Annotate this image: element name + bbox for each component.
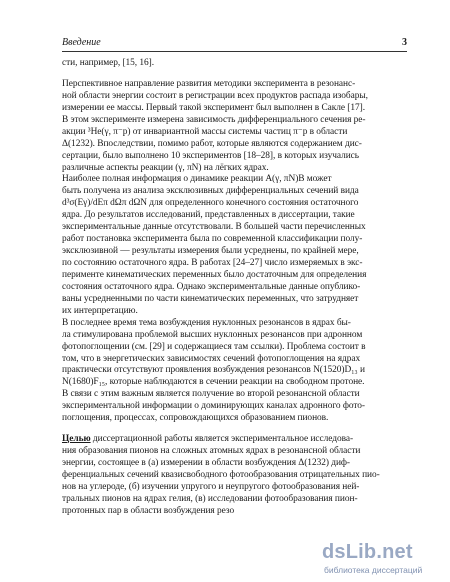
text-line: ференциальных сечений квазисвободного фотообразования отрицательных пио-: [62, 469, 380, 480]
paragraph-gap: [62, 70, 407, 79]
text-line: поглощения, процессах, сопровождающихся образованием пионов.: [62, 413, 329, 424]
text-line: различные аспекты реакции (γ, πN) на лёгких ядрах.: [62, 162, 269, 173]
text-line: В последнее время тема возбуждения нуклонных резонансов в ядрах бы-: [62, 317, 351, 328]
text-line: протонных пар в области возбуждения резо: [62, 505, 235, 516]
text-line: состояния остаточного ядра. Однако экспериментальные данные опублико-: [62, 281, 361, 292]
text-line: В этом эксперименте измерена зависимость дифференциального сечения ре-: [62, 114, 366, 125]
aim-keyword: Целью: [62, 434, 91, 445]
aim-line-rest: диссертационной работы является экспериментальное исследова-: [90, 434, 354, 445]
text-line: практически отсутствуют проявления возбуждения резонансов N(1520)D₁₃ и: [62, 365, 365, 376]
text-line: экспериментальные данные отсутствовали. В большей части перечисленных: [62, 222, 366, 233]
text-line: [62, 434, 407, 446]
text-line: сти, например, [15, 16].: [62, 58, 155, 68]
text-line: тральных пионов на ядрах гелия, (в) исследовании фотообразования пион-: [62, 493, 358, 504]
page-number: 3: [402, 37, 407, 48]
text-line: том, что в энергетических зависимостях сечений фотопоглощения на ядрах: [62, 353, 361, 364]
text-line: ваны усредненными по части кинематических переменных, что затрудняет: [62, 293, 359, 304]
text-line: акции ³He(γ, π⁻p) от инвариантной массы системы частиц π⁻p в области: [62, 126, 348, 137]
watermark-subtitle: библиотека диссертаций: [324, 565, 423, 575]
text-line: фотопоглощении (см. [29] и содержащиеся там ссылки). Проблема состоит в: [62, 341, 366, 352]
text-line: работ постановка эксперимента была по современной классификации полу-: [62, 234, 363, 245]
text-line: Δ(1232). Впоследствии, помимо работ, которые являются содержанием дис-: [62, 138, 362, 149]
text-line: сертации, было выполнено 10 экспериментов [18–28], в которых изучались: [62, 150, 360, 161]
page-header: [62, 36, 407, 50]
text-line: экспериментальной информации о доминирующих каналах адронного фото-: [62, 401, 366, 412]
text-line: В связи с этим важным является получение во второй резонансной области: [62, 389, 360, 400]
watermark: [322, 530, 450, 582]
text-line: ния образования пионов на сложных атомных ядрах в резонансной области: [62, 446, 361, 457]
running-title: Введение: [62, 37, 101, 48]
text-line: их интерпретацию.: [62, 305, 138, 316]
text-line: Наиболее полная информация о динамике реакции A(γ, πN)B может: [62, 174, 332, 185]
text-line: измерении ее массы. Первый такой эксперимент был выполнен в Сакле [17].: [62, 102, 366, 113]
text-line: ной области энергии состоит в регистрации всех продуктов распада изобары,: [62, 90, 368, 101]
watermark-logo: dsLib.net: [322, 541, 413, 563]
text-line: N(1680)F₁₅, которые наблюдаются в сечении реакции на свободном протоне.: [62, 377, 365, 388]
body-text: [62, 58, 407, 518]
paragraph-gap: [62, 425, 407, 434]
text-line: нов на углероде, (б) изучении упругого и неупругого фотообразования ней-: [62, 481, 360, 492]
text-line: ядра. До результатов исследований, представленных в диссертации, такие: [62, 210, 355, 221]
text-line: перименте кинематических переменных было достаточным для определения: [62, 269, 367, 280]
text-line: эксклюзивной — результаты измерения были усреднены, по крайней мере,: [62, 246, 359, 257]
header-rule: [62, 51, 407, 52]
text-line: d³σ(Eγ)/dEπ dΩπ dΩN для определенного конечного состояния остаточного: [62, 198, 359, 209]
text-line: энергии, состоящее в (а) измерении в области возбуждения Δ(1232) диф-: [62, 458, 351, 468]
text-line: Перспективное направление развития методики эксперимента в резонанс-: [62, 78, 356, 89]
text-line: быть получена из анализа эксклюзивных дифференциальных сечений вида: [62, 186, 359, 197]
text-line: ла стимулирована проблемой высших нуклонных резонансов при адронном: [62, 329, 363, 340]
text-line: по состоянию остаточного ядра. В работах [24–27] число измеряемых в экс-: [62, 258, 363, 268]
